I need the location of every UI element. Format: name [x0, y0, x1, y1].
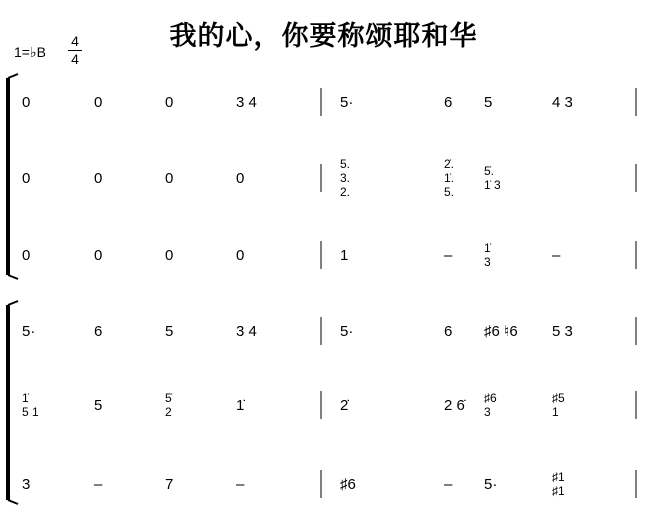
system-brace-top	[8, 301, 18, 305]
note: ♯6	[340, 475, 356, 493]
note: 2 6̇	[444, 396, 465, 414]
note: 5·	[484, 475, 498, 493]
note: ♯1 ♯1	[552, 470, 565, 498]
note: 1	[340, 246, 349, 264]
note: 5̇. 1̇ 3	[484, 164, 501, 192]
note: 5	[165, 322, 174, 340]
note: 1̇	[236, 396, 245, 414]
note: –	[236, 475, 245, 493]
note: 2̇	[340, 396, 349, 414]
note: 5	[484, 93, 493, 111]
note: 1̇ 5 1	[22, 391, 39, 419]
note: –	[94, 475, 103, 493]
note: 4 3	[552, 93, 573, 111]
note: 0	[94, 93, 103, 111]
note: 1̇ 3	[484, 241, 491, 269]
note: –	[444, 246, 453, 264]
note: 0	[165, 169, 174, 187]
system-brace-bottom	[8, 275, 18, 279]
note: 2̇. 1̇. 5.	[444, 157, 455, 199]
note: 6	[444, 93, 453, 111]
note: 0	[165, 246, 174, 264]
note: 0	[236, 246, 245, 264]
note: 5. 3. 2.	[340, 157, 351, 199]
note: 0	[22, 93, 31, 111]
note: 5̇ 2	[165, 391, 172, 419]
note: –	[444, 475, 453, 493]
meter-top: 4	[71, 33, 79, 49]
note: ♯5 1	[552, 391, 565, 419]
note: 5	[94, 396, 103, 414]
note: 5·	[340, 322, 354, 340]
note: 6	[444, 322, 453, 340]
note: 3 4	[236, 93, 257, 111]
note: ♯6 3	[484, 391, 497, 419]
note: 7	[165, 475, 174, 493]
note: 0	[94, 246, 103, 264]
system-brace-top	[8, 74, 18, 78]
note: 0	[165, 93, 174, 111]
note: ♯6 ♮6	[484, 322, 518, 340]
note: 5·	[22, 322, 36, 340]
score-title: 我的心，你要称颂耶和华	[169, 21, 478, 52]
note: 3 4	[236, 322, 257, 340]
note: 5 3	[552, 322, 573, 340]
meter-bottom: 4	[71, 51, 79, 67]
note: 3	[22, 475, 31, 493]
note: 5·	[340, 93, 354, 111]
note: 0	[94, 169, 103, 187]
note: 0	[236, 169, 245, 187]
key-signature: 1=♭B	[14, 44, 46, 60]
system-brace-bottom	[8, 500, 18, 504]
note: 6	[94, 322, 103, 340]
note: –	[552, 246, 561, 264]
note: 0	[22, 169, 31, 187]
note: 0	[22, 246, 31, 264]
